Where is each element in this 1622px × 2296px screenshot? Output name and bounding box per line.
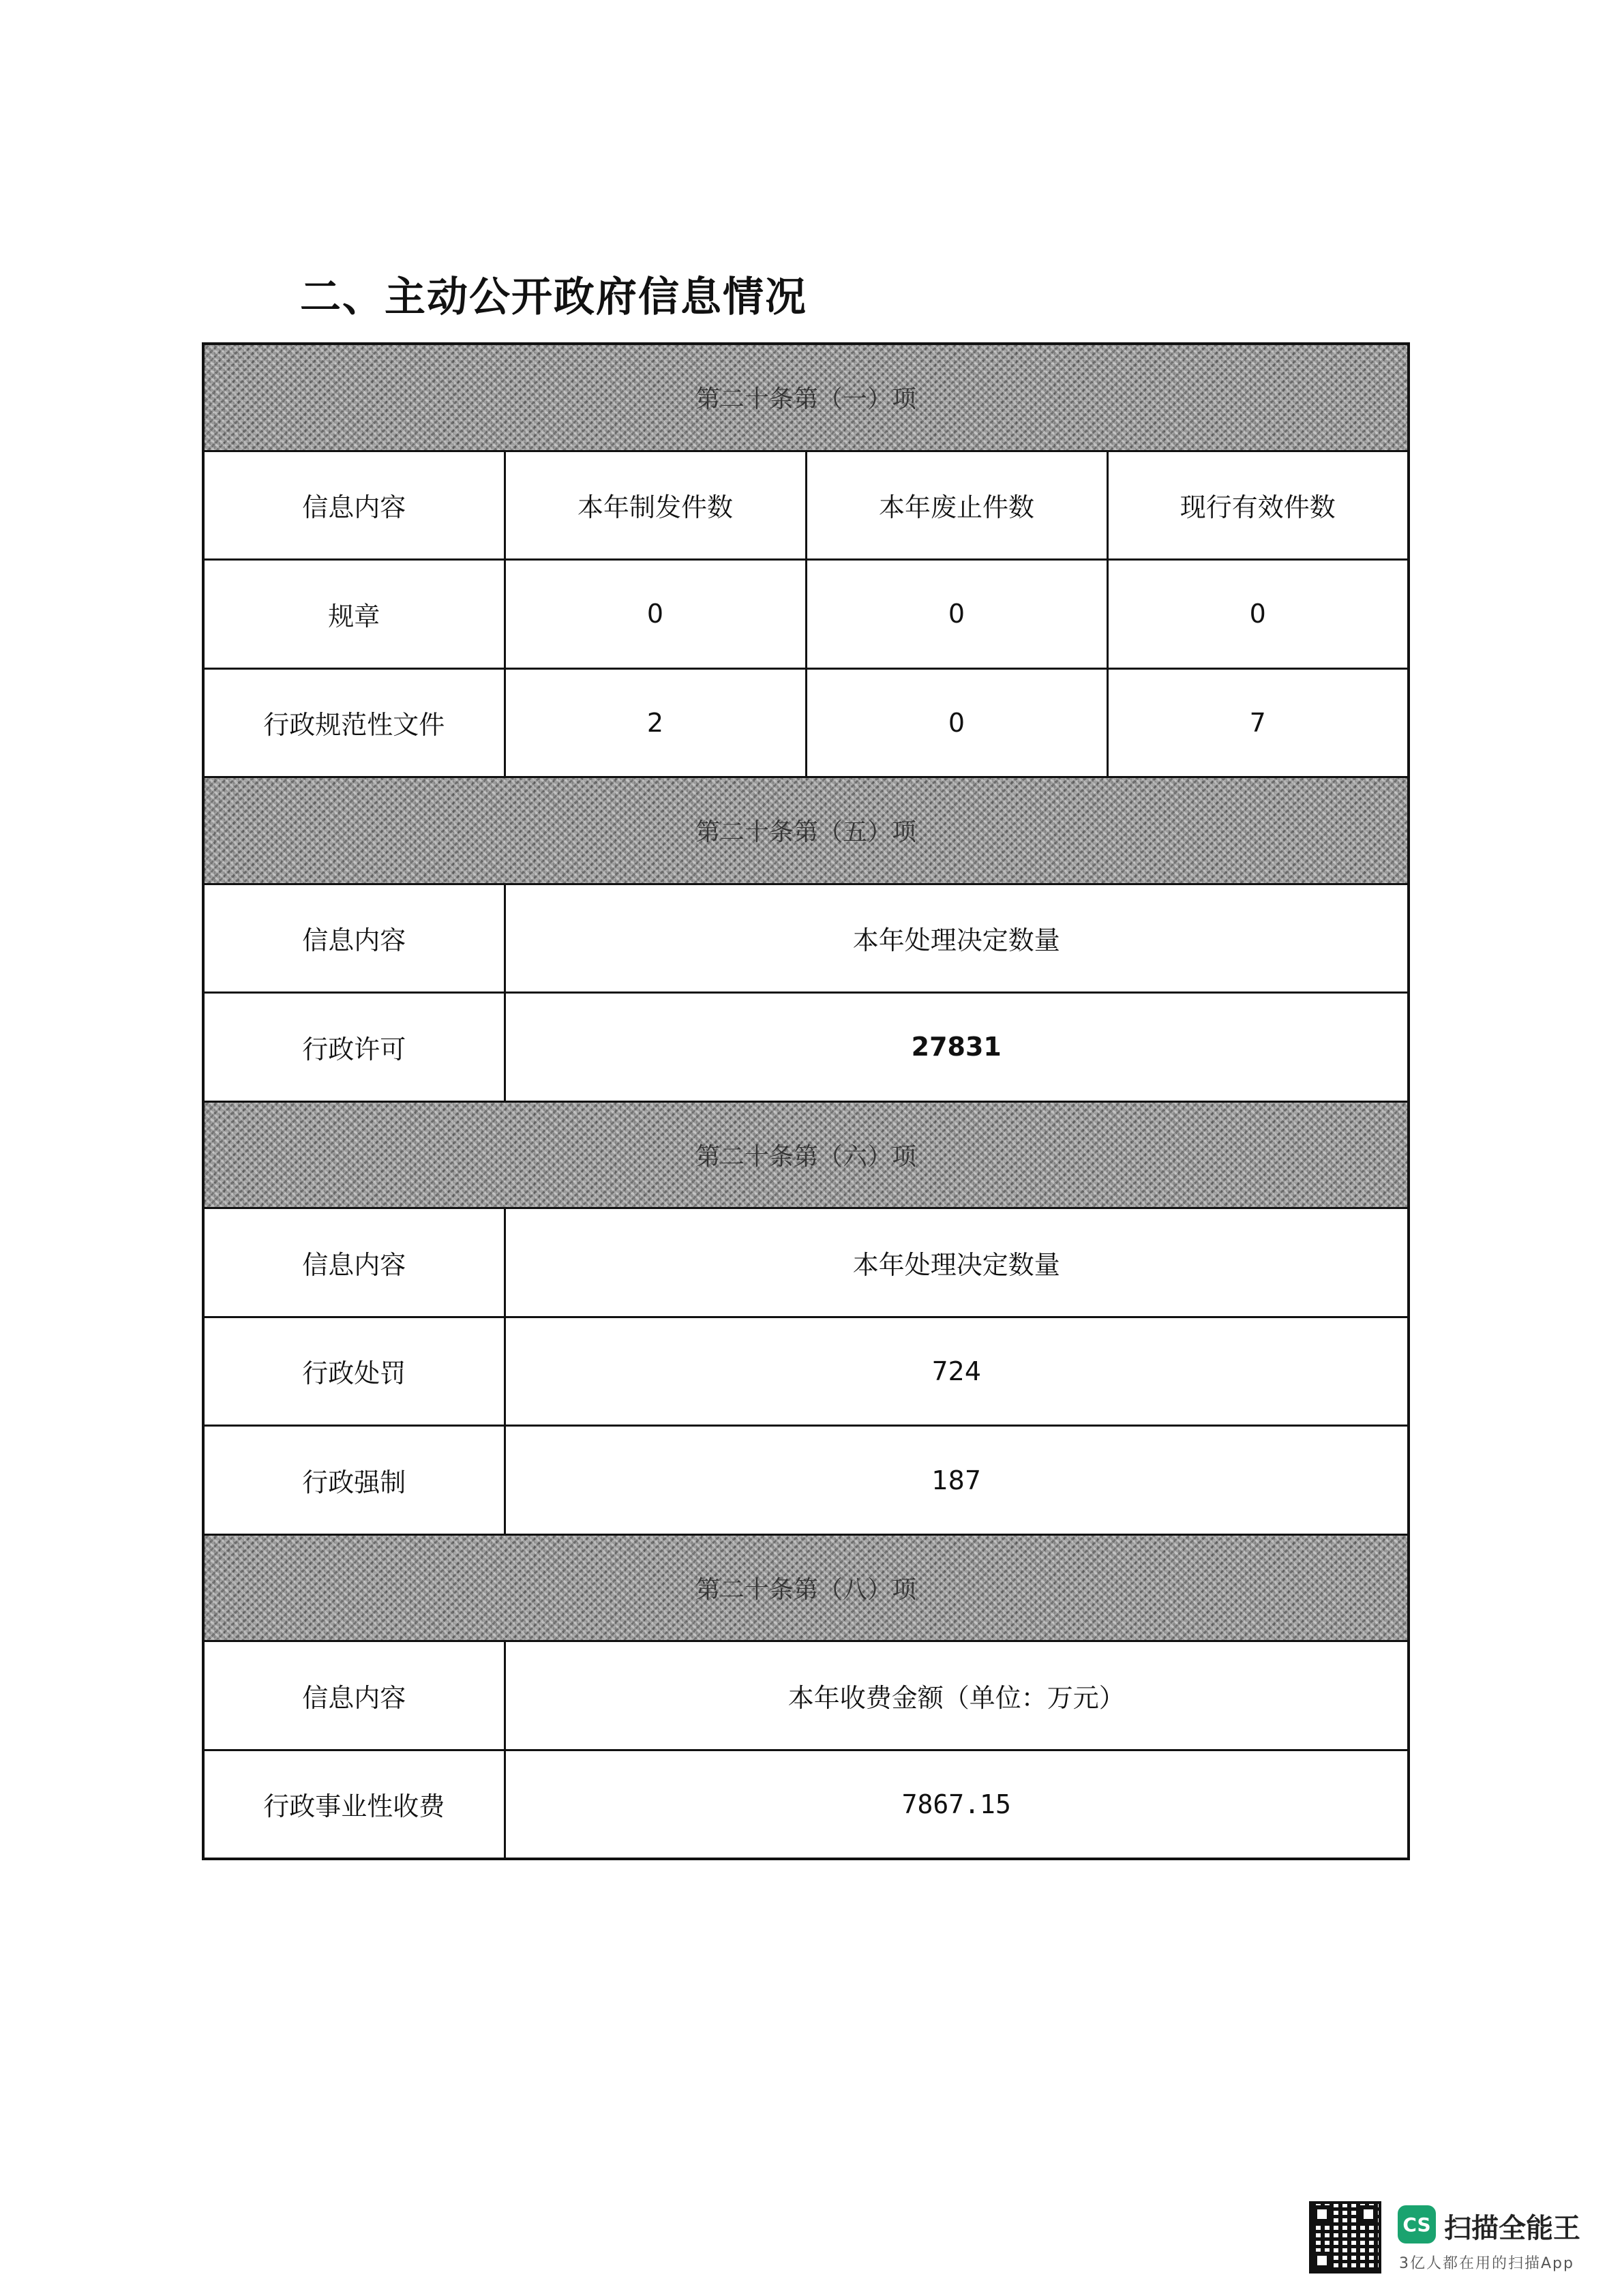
section-header-text: 第二十条第（一）项: [203, 344, 1409, 451]
table-row: [203, 993, 1409, 1102]
brand-name: 扫描全能王: [1444, 2213, 1580, 2244]
page-title: 二、主动公开政府信息情况: [300, 273, 807, 321]
qr-code-icon: [1309, 2201, 1381, 2273]
column-header: 本年制发件数: [505, 451, 806, 560]
column-header: 本年处理决定数量: [505, 1208, 1409, 1317]
cell-value: 27831: [505, 993, 1409, 1102]
cell-value: 0: [806, 560, 1107, 669]
section-header-text: 第二十条第（五）项: [203, 777, 1409, 884]
row-label: 行政事业性收费: [203, 1750, 505, 1859]
qr-finder-icon: [1313, 2252, 1331, 2269]
section-header: [203, 777, 1409, 884]
brand-slogan: 3亿人都在用的扫描App: [1399, 2255, 1574, 2272]
column-header: 现行有效件数: [1107, 451, 1409, 560]
column-header: 信息内容: [203, 1208, 505, 1317]
section-header: [203, 1101, 1409, 1208]
qr-finder-icon: [1360, 2205, 1377, 2223]
table-row: [203, 560, 1409, 669]
section-header-text: 第二十条第（八）项: [203, 1534, 1409, 1641]
cell-value: 2: [505, 668, 806, 777]
column-header-row: [203, 1641, 1409, 1750]
column-header: 信息内容: [203, 884, 505, 993]
row-label: 行政处罚: [203, 1317, 505, 1426]
section-header: [203, 1534, 1409, 1641]
column-header: 本年处理决定数量: [505, 884, 1409, 993]
camscanner-logo-icon: CS: [1398, 2205, 1436, 2243]
row-label: 行政许可: [203, 993, 505, 1102]
column-header-row: [203, 451, 1409, 560]
cell-value: 7867.15: [505, 1750, 1409, 1859]
cell-value: 7: [1107, 668, 1409, 777]
column-header-row: [203, 1208, 1409, 1317]
info-table: [202, 342, 1410, 1860]
cell-value: 724: [505, 1317, 1409, 1426]
column-header: 本年收费金额（单位：万元）: [505, 1641, 1409, 1750]
scanner-watermark: [1309, 2201, 1595, 2276]
column-header: 本年废止件数: [806, 451, 1107, 560]
section-header-text: 第二十条第（六）项: [203, 1101, 1409, 1208]
cell-value: 0: [505, 560, 806, 669]
table-row: [203, 668, 1409, 777]
table-row: [203, 1750, 1409, 1859]
column-header: 信息内容: [203, 451, 505, 560]
column-header: 信息内容: [203, 1641, 505, 1750]
section-header: [203, 344, 1409, 451]
row-label: 规章: [203, 560, 505, 669]
column-header-row: [203, 884, 1409, 993]
qr-finder-icon: [1313, 2205, 1331, 2223]
cell-value: 0: [806, 668, 1107, 777]
cell-value: 0: [1107, 560, 1409, 669]
table-row: [203, 1317, 1409, 1426]
row-label: 行政规范性文件: [203, 668, 505, 777]
row-label: 行政强制: [203, 1426, 505, 1535]
table-row: [203, 1426, 1409, 1535]
cell-value: 187: [505, 1426, 1409, 1535]
